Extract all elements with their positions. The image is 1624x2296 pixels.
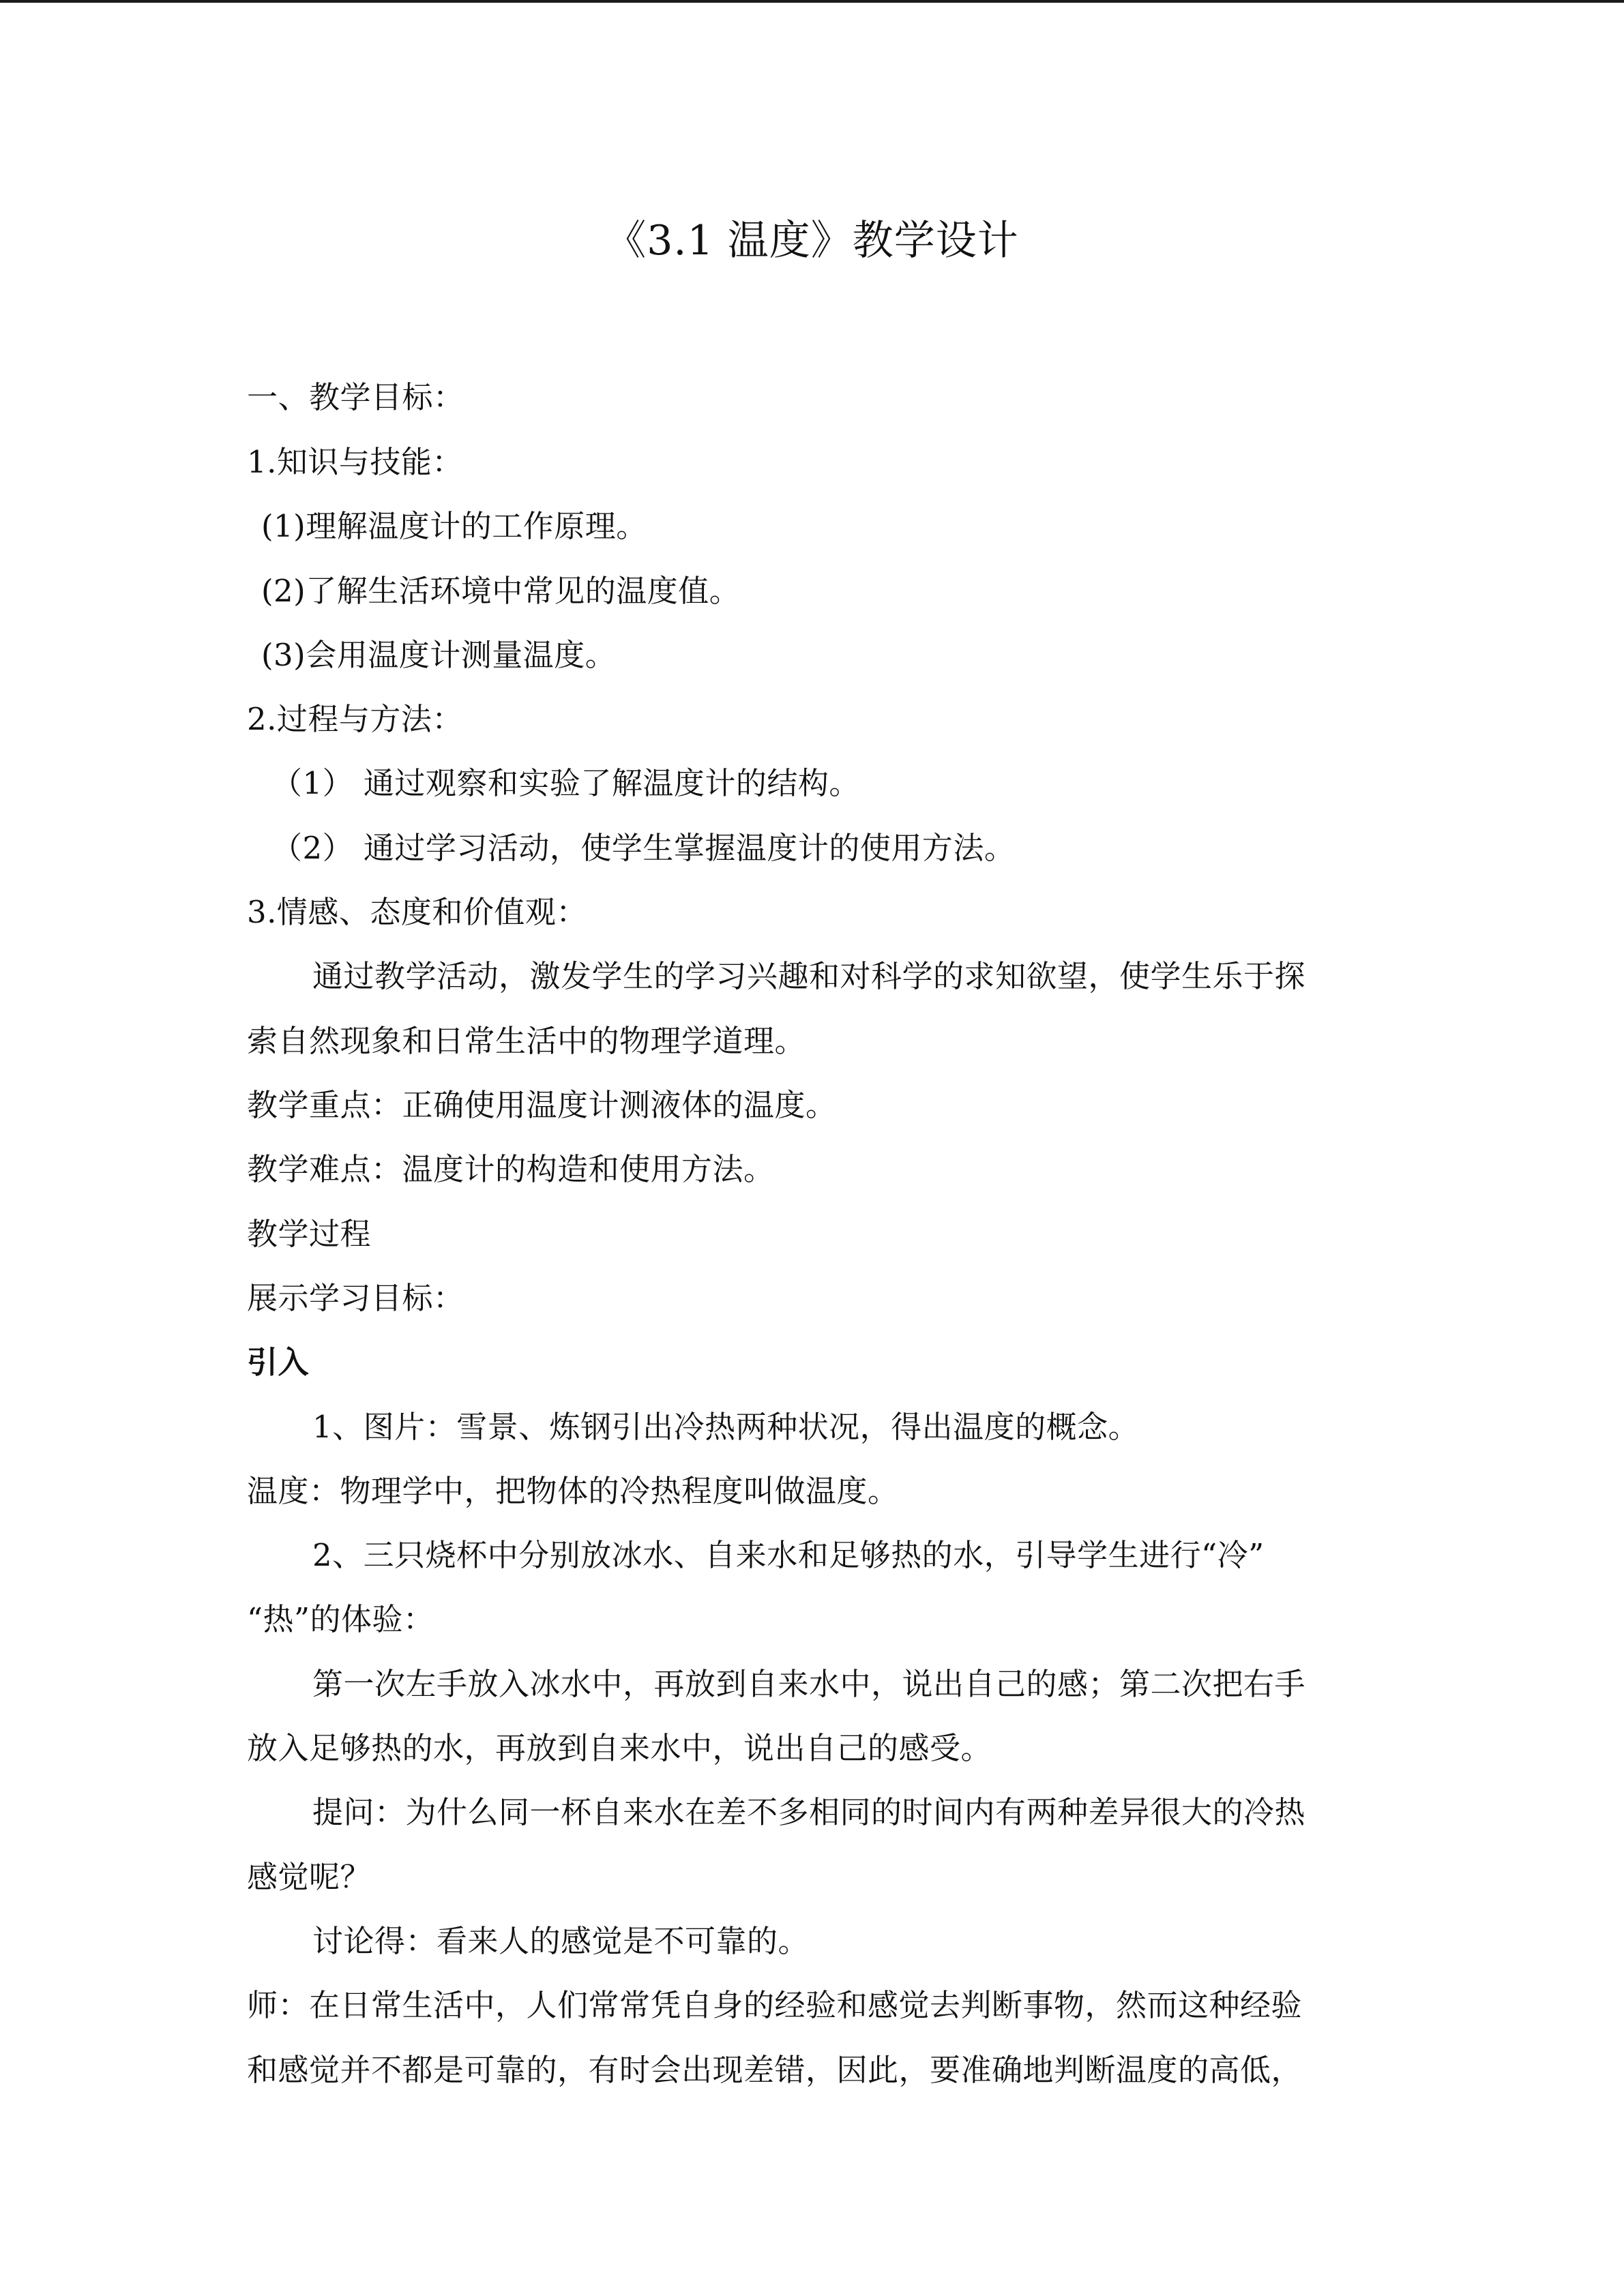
subheading-emotion-values: 3.情感、态度和价值观： <box>247 894 587 930</box>
paragraph-line: 放入足够热的水，再放到自来水中，说出自己的感受。 <box>247 1730 992 1766</box>
list-item: (1)理解温度计的工作原理。 <box>261 508 647 544</box>
subheading-knowledge-skills: 1.知识与技能： <box>247 444 463 480</box>
introduction-heading: 引入 <box>247 1344 310 1380</box>
list-item: (2)了解生活环境中常见的温度值。 <box>261 573 741 609</box>
list-item: (3)会用温度计测量温度。 <box>261 637 617 673</box>
paragraph-line: 提问：为什么同一杯自来水在差不多相同的时间内有两种差异很大的冷热 <box>312 1794 1306 1830</box>
paragraph-line: 2、三只烧杯中分别放冰水、自来水和足够热的水，引导学生进行“冷” <box>312 1537 1265 1573</box>
paragraph-line: 和感觉并不都是可靠的，有时会出现差错，因此，要准确地判断温度的高低， <box>247 2052 1303 2088</box>
teaching-process-heading: 教学过程 <box>247 1216 372 1252</box>
paragraph-line: 1、图片：雪景、炼钢引出冷热两种状况，得出温度的概念。 <box>312 1409 1140 1445</box>
paragraph-line: “热”的体验： <box>247 1601 434 1637</box>
paragraph-line: 索自然现象和日常生活中的物理学道理。 <box>247 1023 806 1059</box>
paragraph-line: 通过教学活动，激发学生的学习兴趣和对科学的求知欲望，使学生乐于探 <box>312 958 1306 994</box>
paragraph-line: 感觉呢？ <box>247 1859 372 1895</box>
teaching-focus: 教学重点：正确使用温度计测液体的温度。 <box>247 1087 837 1123</box>
list-item: （2） 通过学习活动，使学生掌握温度计的使用方法。 <box>271 830 1016 866</box>
section-heading-objectives: 一、教学目标： <box>247 379 464 415</box>
paragraph-line: 讨论得：看来人的感觉是不可靠的。 <box>312 1923 810 1959</box>
document-title: 《3.1 温度》教学设计 <box>605 217 1019 265</box>
paragraph-line: 第一次左手放入冰水中，再放到自来水中，说出自己的感；第二次把右手 <box>312 1666 1306 1702</box>
definition-line: 温度：物理学中，把物体的冷热程度叫做温度。 <box>247 1473 899 1509</box>
paragraph-line: 师：在日常生活中，人们常常凭自身的经验和感觉去判断事物，然而这种经验 <box>247 1987 1303 2023</box>
subheading-process-method: 2.过程与方法： <box>247 701 463 737</box>
show-objectives-heading: 展示学习目标： <box>247 1280 464 1316</box>
list-item: （1） 通过观察和实验了解温度计的结构。 <box>271 765 860 801</box>
teaching-difficulty: 教学难点：温度计的构造和使用方法。 <box>247 1151 775 1187</box>
